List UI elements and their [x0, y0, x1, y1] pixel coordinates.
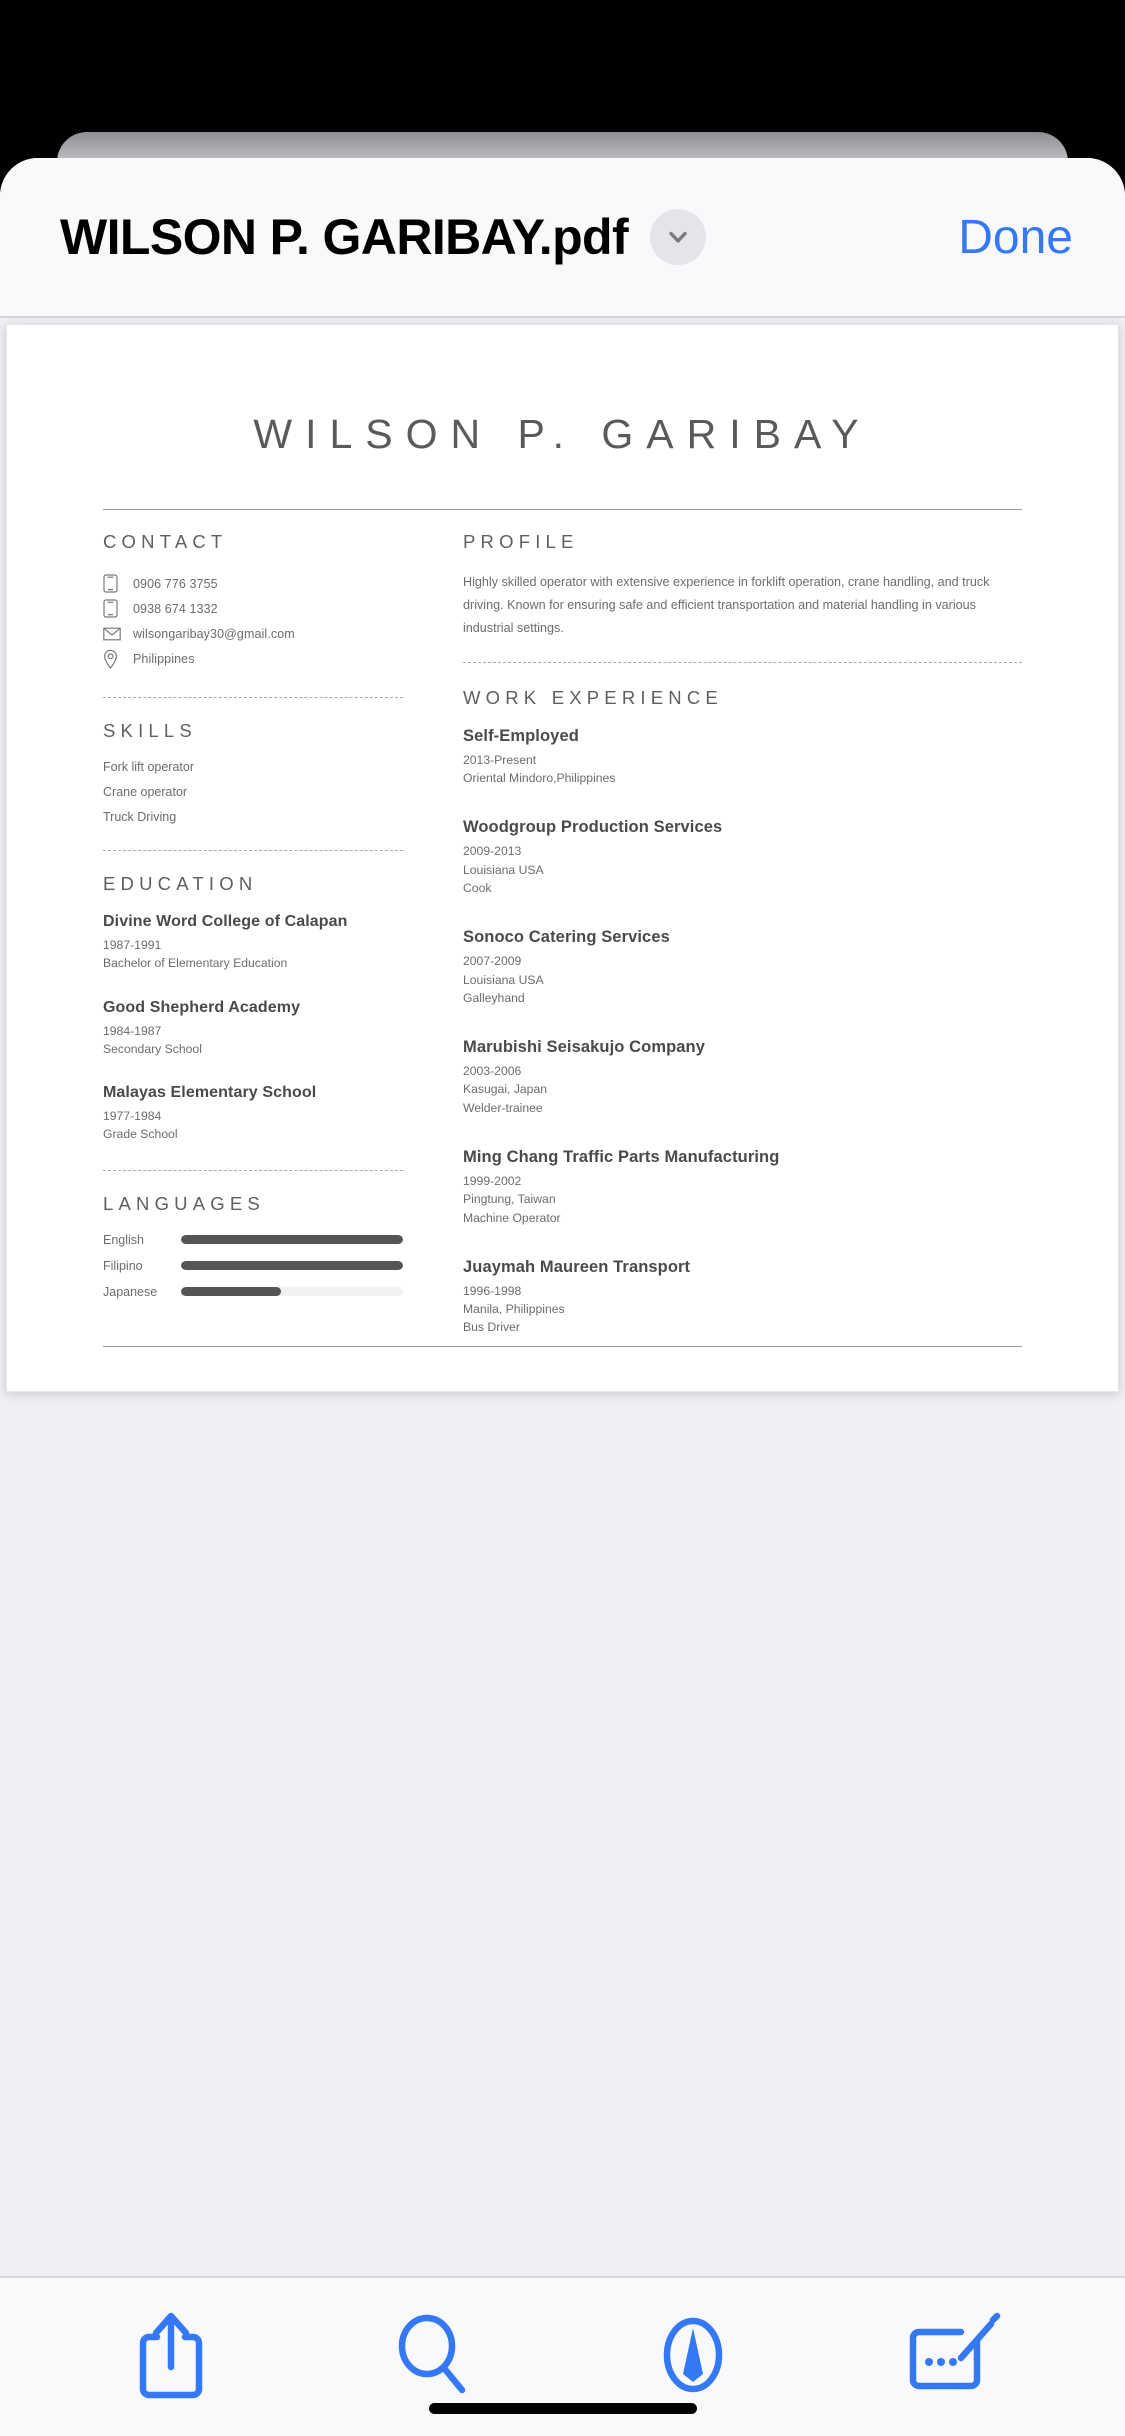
experience-role: Cook: [463, 880, 492, 895]
share-button[interactable]: [96, 2297, 246, 2417]
resume-name-heading: WILSON P. GARIBAY: [253, 411, 872, 457]
contact-item: [103, 596, 403, 621]
experience-company: Ming Chang Traffic Parts Manufacturing: [463, 1147, 780, 1166]
annotate-icon: [905, 2312, 1003, 2403]
languages-heading: LANGUAGES: [103, 1192, 265, 1214]
contact-item: [103, 646, 403, 671]
language-level-track: [181, 1235, 403, 1244]
experience-role: Galleyhand: [463, 990, 525, 1005]
contact-item: [103, 571, 403, 596]
phone-icon: [103, 599, 133, 618]
section-divider: [103, 1170, 403, 1171]
resume-right-column: [463, 531, 1022, 1368]
experience-company: Marubishi Seisakujo Company: [463, 1038, 706, 1057]
contact-item: [103, 621, 403, 646]
skill-item: Truck Driving: [103, 810, 177, 824]
education-entry: [103, 1084, 403, 1144]
education-years: 1987-1991: [103, 938, 162, 952]
contact-value: 0906 776 3755: [133, 576, 218, 591]
home-indicator: [429, 2403, 697, 2414]
pdf-page: [6, 324, 1119, 1392]
experience-location: Manila, Philippines: [463, 1302, 565, 1317]
work-experience-heading: WORK EXPERIENCE: [463, 686, 723, 708]
section-divider: [463, 662, 1022, 663]
experience-role: Bus Driver: [463, 1320, 520, 1335]
language-level-fill: [181, 1261, 403, 1270]
experience-role: Machine Operator: [463, 1210, 561, 1225]
experience-role: Welder-trainee: [463, 1100, 543, 1115]
share-icon: [133, 2309, 209, 2406]
education-entry: [103, 999, 403, 1059]
experience-location: Louisiana USA: [463, 972, 544, 987]
experience-years: 2003-2006: [463, 1064, 522, 1079]
experience-company: Woodgroup Production Services: [463, 818, 723, 837]
column-gap: [403, 531, 463, 1368]
done-button[interactable]: Done: [958, 210, 1073, 264]
document-scroll-area[interactable]: [0, 318, 1125, 2436]
language-level-fill: [181, 1235, 403, 1244]
experience-years: 1996-1998: [463, 1283, 522, 1298]
contact-value: wilsongaribay30@gmail.com: [133, 626, 295, 641]
language-row: [103, 1285, 403, 1299]
experience-entry: [463, 818, 1022, 897]
resume-columns: [103, 531, 1022, 1368]
experience-company: Self-Employed: [463, 726, 579, 745]
section-divider: [103, 697, 403, 698]
chevron-down-icon[interactable]: [650, 209, 706, 265]
experience-years: 2007-2009: [463, 954, 522, 969]
language-name: Filipino: [103, 1258, 143, 1273]
education-entry: [103, 913, 403, 973]
annotate-button[interactable]: [879, 2297, 1029, 2417]
pdf-file-title: WILSON P. GARIBAY.pdf: [60, 209, 629, 265]
experience-company: Juaymah Maureen Transport: [463, 1257, 691, 1276]
education-years: 1977-1984: [103, 1109, 162, 1124]
markup-button[interactable]: [618, 2297, 768, 2417]
education-years: 1984-1987: [103, 1023, 162, 1038]
experience-entry: [463, 928, 1022, 1007]
language-level-fill: [181, 1287, 281, 1296]
skill-item: Fork lift operator: [103, 760, 195, 774]
language-level-track: [181, 1287, 403, 1296]
navigation-bar: [0, 158, 1125, 318]
education-heading: EDUCATION: [103, 873, 258, 894]
location-pin-icon: [103, 649, 133, 669]
experience-location: Oriental Mindoro,Philippines: [463, 771, 616, 786]
language-name: Japanese: [103, 1284, 158, 1299]
skills-heading: SKILLS: [103, 720, 197, 741]
education-school: Malayas Elementary School: [103, 1084, 317, 1102]
experience-entry: [463, 1258, 1022, 1337]
header-divider: [103, 509, 1022, 510]
search-icon: [392, 2312, 472, 2403]
experience-entry: [463, 727, 1022, 788]
section-divider: [103, 850, 403, 851]
markup-pen-icon: [653, 2312, 733, 2403]
education-detail: Bachelor of Elementary Education: [103, 956, 288, 971]
education-school: Good Shepherd Academy: [103, 998, 301, 1016]
contact-heading: CONTACT: [103, 531, 228, 552]
experience-entry: [463, 1148, 1022, 1227]
education-detail: Grade School: [103, 1127, 178, 1142]
resume-content: [7, 325, 1118, 1391]
experience-years: 2013-Present: [463, 752, 537, 767]
education-detail: Secondary School: [103, 1041, 202, 1056]
contact-value: Philippines: [133, 651, 195, 666]
experience-years: 1999-2002: [463, 1173, 522, 1188]
skill-item: Crane operator: [103, 785, 188, 799]
search-button[interactable]: [357, 2297, 507, 2417]
envelope-icon: [103, 627, 133, 641]
profile-text: Highly skilled operator with extensive experience in forklift operation, crane handling, and truck driving. Known for ensuring safe and efficient transportation and material handling in various industrial settings.: [463, 575, 990, 635]
experience-entry: [463, 1038, 1022, 1117]
contact-value: 0938 674 1332: [133, 601, 218, 616]
experience-years: 2009-2013: [463, 844, 522, 859]
language-row: [103, 1259, 403, 1273]
education-school: Divine Word College of Calapan: [103, 913, 348, 930]
language-name: English: [103, 1232, 144, 1247]
experience-company: Sonoco Catering Services: [463, 928, 670, 947]
language-row: [103, 1233, 403, 1247]
resume-left-column: [103, 531, 403, 1368]
profile-heading: PROFILE: [463, 531, 579, 552]
footer-divider: [103, 1346, 1022, 1347]
experience-location: Louisiana USA: [463, 862, 544, 877]
experience-location: Kasugai, Japan: [463, 1082, 548, 1097]
language-level-track: [181, 1261, 403, 1270]
pdf-viewer-sheet: [0, 158, 1125, 2436]
experience-location: Pingtung, Taiwan: [463, 1192, 556, 1207]
phone-icon: [103, 574, 133, 593]
